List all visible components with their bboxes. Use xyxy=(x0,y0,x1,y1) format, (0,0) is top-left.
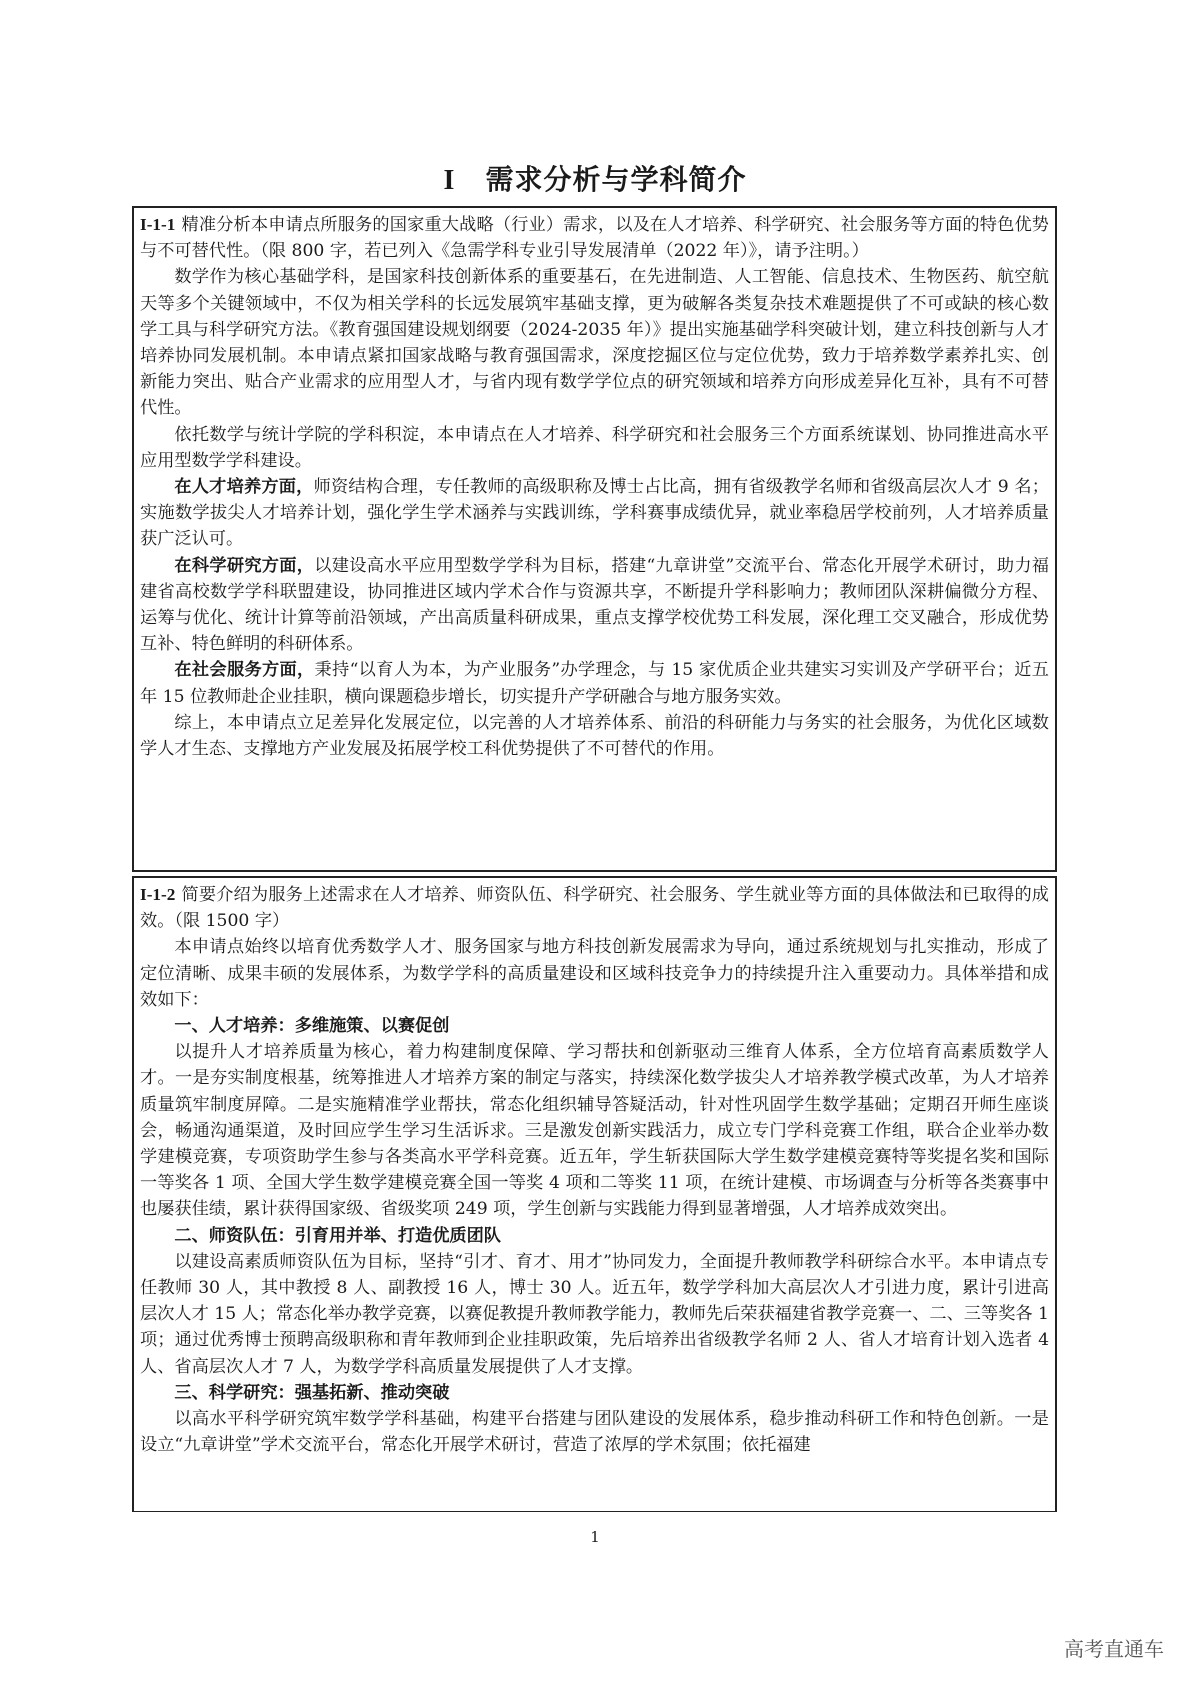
page-title xyxy=(0,158,1190,198)
section-2-content xyxy=(140,882,1049,1458)
paragraph-text: 以建设高水平应用型数学学科为目标，搭建“九章讲堂”交流平台、常态化开展学术研讨，助力福建省高校数学学科联盟建设，协同推进区域内学术合作与资源共享，不断提升学科影响力；教师团队深耕偏微分方程、运筹与优化、统计计算等前沿领域，产出高质量科研成果，重点支撑学校优势工科发展，深化理工交叉融合，形成优势互补、特色鲜明的科研体系。 xyxy=(140,555,1049,655)
section-2-paragraph: 以建设高素质师资队伍为目标，坚持“引才、育才、用才”协同发力，全面提升教师教学科研综合水平。本申请点专任教师 30 人，其中教授 8 人、副教授 16 人，博士 30 人。近五年，数学学科加大高层次人才引进力度，累计引进高层次人才 15 人；常态化举办教学竞赛，以赛促教提升教师教学能力，教师先后荣获福建省教学竞赛一、二、三等奖各 1 项；通过优秀博士预聘高级职称和青年教师到企业挂职政策，先后培养出省级教学名师 2 人、省人才培育计划入选者 4 人、省高层次人才 7 人，为数学学科高质量发展提供了人才支撑。 xyxy=(140,1251,1049,1377)
section-1-paragraph xyxy=(140,553,1049,658)
paragraph-lead: 在科学研究方面， xyxy=(174,555,315,576)
section-1-prompt-text: 精准分析本申请点所服务的国家重大战略（行业）需求，以及在人才培养、科学研究、社会服务等方面的特色优势与不可替代性。（限 800 字，若已列入《急需学科专业引导发展清单（2022 年）》，请予注明。） xyxy=(140,215,1049,262)
section-2-intro: 本申请点始终以培育优秀数学人才、服务国家与地方科技创新发展需求为导向，通过系统规划与扎实推动，形成了定位清晰、成果丰硕的发展体系，为数学学科的高质量建设和区域科技竞争力的持续提升注入重要动力。具体举措和成效如下： xyxy=(140,937,1049,1010)
section-box-1 xyxy=(132,206,1057,872)
section-1-paragraph xyxy=(140,657,1049,709)
subheading-faculty: 二、师资队伍：引育用并举、打造优质团队 xyxy=(174,1225,501,1246)
page-number: 1 xyxy=(590,1528,600,1546)
section-1-paragraph xyxy=(140,474,1049,553)
section-2-paragraph: 以高水平科学研究筑牢数学学科基础，构建平台搭建与团队建设的发展体系，稳步推动科研工作和特色创新。一是设立“九章讲堂”学术交流平台，常态化开展学术研讨，营造了浓厚的学术氛围；依托福建 xyxy=(140,1409,1049,1456)
section-2-code: I-1-2 xyxy=(140,885,176,904)
watermark: 高考直通车 xyxy=(1064,1637,1164,1661)
subheading-talent: 一、人才培养：多维施策、以赛促创 xyxy=(174,1016,450,1037)
title-number: I xyxy=(443,165,456,196)
section-1-code: I-1-1 xyxy=(140,215,176,234)
section-2-prompt-text: 简要介绍为服务上述需求在人才培养、师资队伍、科学研究、社会服务、学生就业等方面的具体做法和已取得的成效。（限 1500 字） xyxy=(140,885,1049,932)
section-2-prompt xyxy=(140,882,1049,934)
paragraph-text: 师资结构合理，专任教师的高级职称及博士占比高，拥有省级教学名师和省级高层次人才 9 名；实施数学拔尖人才培养计划，强化学生学术涵养与实践训练，学科赛事成绩优异，就业率稳居学校前列，人才培养质量获广泛认可。 xyxy=(140,477,1049,550)
section-2-paragraph: 以提升人才培养质量为核心，着力构建制度保障、学习帮扶和创新驱动三维育人体系，全方位培育高素质数学人才。一是夯实制度根基，统筹推进人才培养方案的制定与落实，持续深化数学拔尖人才培养教学模式改革，为人才培养质量筑牢制度屏障。二是实施精准学业帮扶，常态化组织辅导答疑活动，针对性巩固学生数学基础；定期召开师生座谈会，畅通沟通渠道，及时回应学生学习生活诉求。三是激发创新实践活力，成立专门学科竞赛工作组，联合企业举办数学建模竞赛，专项资助学生参与各类高水平学科竞赛。近五年，学生斩获国际大学生数学建模竞赛特等奖提名奖和国际一等奖各 1 项、全国大学生数学建模竞赛全国一等奖 4 项和二等奖 11 项，在统计建模、市场调查与分析等各类赛事中也屡获佳绩，累计获得国家级、省级奖项 249 项，学生创新与实践能力得到显著增强，人才培养成效突出。 xyxy=(140,1042,1049,1220)
section-1-paragraph: 数学作为核心基础学科，是国家科技创新体系的重要基石，在先进制造、人工智能、信息技术、生物医药、航空航天等多个关键领域中，不仅为相关学科的长远发展筑牢基础支撑，更为破解各类复杂技术难题提供了不可或缺的核心数学工具与科学研究方法。《教育强国建设规划纲要（2024-2035 年）》提出实施基础学科突破计划，建立科技创新与人才培养协同发展机制。本申请点紧扣国家战略与教育强国需求，深度挖掘区位与定位优势，致力于培养数学素养扎实、创新能力突出、贴合产业需求的应用型人才，与省内现有数学学位点的研究领域和培养方向形成差异化互补，具有不可替代性。 xyxy=(140,267,1049,419)
paragraph-text: 秉持“以育人为本，为产业服务”办学理念，与 15 家优质企业共建实习实训及产学研平台；近五年 15 位教师赴企业挂职，横向课题稳步增长，切实提升产学研融合与地方服务实效。 xyxy=(140,660,1049,707)
section-1-paragraph: 依托数学与统计学院的学科积淀，本申请点在人才培养、科学研究和社会服务三个方面系统谋划、协同推进高水平应用型数学学科建设。 xyxy=(140,424,1049,471)
subheading-research: 三、科学研究：强基拓新、推动突破 xyxy=(174,1382,450,1403)
section-1-paragraph: 综上，本申请点立足差异化发展定位，以完善的人才培养体系、前沿的科研能力与务实的社会服务，为优化区域数学人才生态、支撑地方产业发展及拓展学校工科优势提供了不可替代的作用。 xyxy=(140,712,1049,760)
paragraph-lead: 在人才培养方面， xyxy=(174,477,314,498)
section-1-content xyxy=(140,212,1049,762)
section-1-prompt xyxy=(140,212,1049,264)
section-box-2 xyxy=(132,876,1057,1512)
title-text: 需求分析与学科简介 xyxy=(485,163,747,196)
paragraph-lead: 在社会服务方面， xyxy=(174,660,315,681)
